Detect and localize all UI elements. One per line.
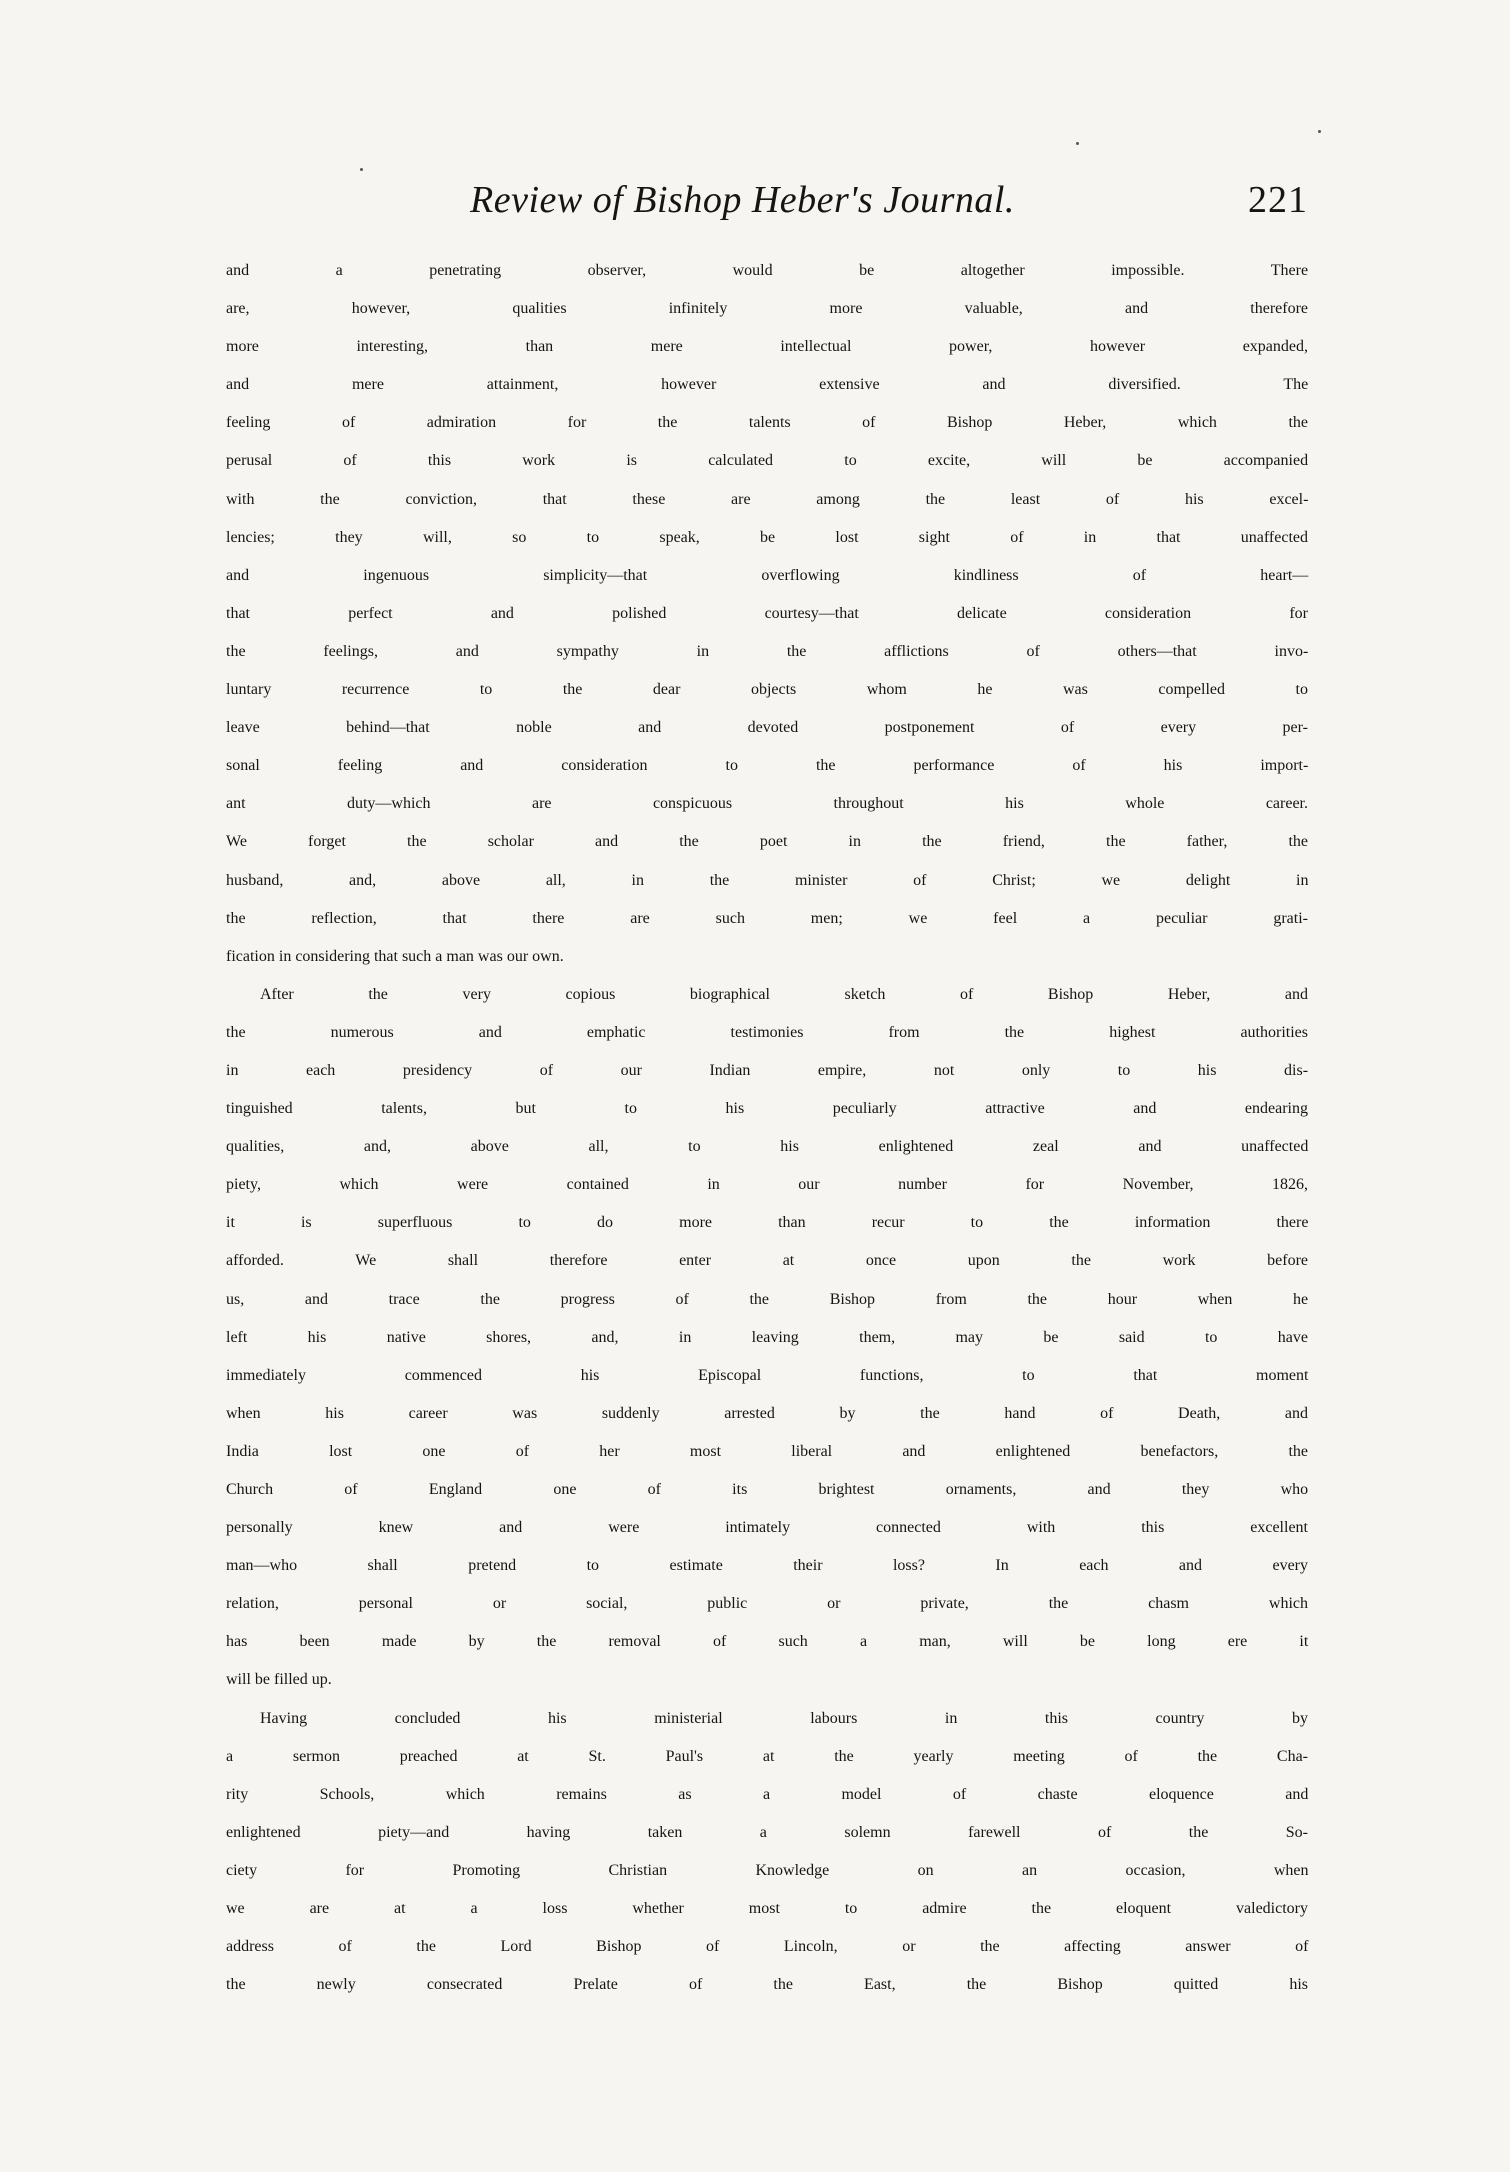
text-line: and a penetrating observer, would be altogether impossible. There (226, 262, 1309, 279)
text-line: After the very copious biographical sketch of Bishop Heber, and (260, 985, 1308, 1003)
paper-speck (360, 168, 363, 171)
text-line: that perfect and polished courtesy—that delicate consideration for (226, 604, 1308, 622)
text-line: India lost one of her most liberal and enlightened benefactors, the (226, 1442, 1308, 1460)
text-line: has been made by the removal of such a man, will be long ere it (226, 1633, 1309, 1651)
text-line: afforded. We shall therefore enter at once upon the work before (226, 1252, 1308, 1270)
text-line: we are at a loss whether most to admire the eloquent valedictory (226, 1900, 1308, 1918)
text-line: Having concluded his ministerial labours in this country by (260, 1709, 1308, 1727)
body-text (226, 262, 1308, 2014)
text-line: ciety for Promoting Christian Knowledge on an occasion, when (226, 1861, 1309, 1879)
text-line: Church of England one of its brightest ornaments, and they who (226, 1481, 1309, 1498)
text-line: lencies; they will, so to speak, be lost sight of in that unaffected (226, 528, 1308, 546)
text-line: tinguished talents, but to his peculiarly attractive and endearing (226, 1100, 1308, 1118)
text-line: and mere attainment, however extensive and diversified. The (226, 376, 1309, 394)
text-line: the newly consecrated Prelate of the East, the Bishop quitted his (226, 1976, 1308, 1994)
text-line: qualities, and, above all, to his enlightened zeal and unaffected (226, 1138, 1309, 1156)
text-line: address of the Lord Bishop of Lincoln, or the affecting answer of (226, 1938, 1309, 1956)
paper-speck (1076, 142, 1079, 145)
text-line: left his native shores, and, in leaving them, may be said to have (226, 1328, 1308, 1346)
text-line: ant duty—which are conspicuous throughout his whole career. (226, 795, 1308, 813)
text-line: We forget the scholar and the poet in the friend, the father, the (226, 833, 1308, 851)
text-line: personally knew and were intimately connected with this excellent (226, 1519, 1308, 1537)
text-line: fication in considering that such a man was our own. (226, 947, 564, 965)
text-line: us, and trace the progress of the Bishop from the hour when he (226, 1290, 1309, 1308)
text-line: and ingenuous simplicity—that overflowing kindliness of heart— (226, 566, 1309, 584)
text-line: the feelings, and sympathy in the afflictions of others—that invo- (226, 642, 1309, 660)
text-line: relation, personal or social, public or private, the chasm which (226, 1595, 1308, 1613)
text-line: when his career was suddenly arrested by the hand of Death, and (226, 1404, 1308, 1422)
text-line: luntary recurrence to the dear objects whom he was compelled to (226, 681, 1308, 699)
paper-speck (1318, 130, 1321, 133)
text-line: man—who shall pretend to estimate their loss? In each and every (226, 1557, 1308, 1575)
running-head (226, 178, 1308, 238)
text-line: with the conviction, that these are among the least of his excel- (226, 490, 1309, 508)
text-line: sonal feeling and consideration to the performance of his import- (226, 757, 1309, 775)
text-line: rity Schools, which remains as a model of chaste eloquence and (226, 1785, 1309, 1803)
text-line: immediately commenced his Episcopal functions, to that moment (226, 1366, 1309, 1384)
text-line: more interesting, than mere intellectual power, however expanded, (226, 338, 1308, 356)
text-line: piety, which were contained in our number for November, 1826, (226, 1176, 1308, 1194)
text-line: in each presidency of our Indian empire, not only to his dis- (226, 1061, 1309, 1079)
text-line: a sermon preached at St. Paul's at the yearly meeting of the Cha- (226, 1747, 1308, 1765)
text-line: perusal of this work is calculated to excite, will be accompanied (226, 452, 1309, 470)
text-line: are, however, qualities infinitely more valuable, and therefore (226, 300, 1308, 318)
text-line: the reflection, that there are such men; we feel a peculiar grati- (226, 909, 1308, 927)
text-line: feeling of admiration for the talents of Bishop Heber, which the (226, 414, 1308, 432)
page-number: 221 (1248, 179, 1308, 221)
text-line: leave behind—that noble and devoted postponement of every per- (226, 719, 1308, 737)
text-line: the numerous and emphatic testimonies from the highest authorities (226, 1023, 1308, 1041)
running-title: Review of Bishop Heber's Journal. (470, 179, 1015, 221)
text-line: enlightened piety—and having taken a solemn farewell of the So- (226, 1823, 1308, 1841)
text-line: will be filled up. (226, 1671, 332, 1689)
text-line: it is superfluous to do more than recur to the information there (226, 1214, 1309, 1232)
text-line: husband, and, above all, in the minister of Christ; we delight in (226, 871, 1309, 889)
